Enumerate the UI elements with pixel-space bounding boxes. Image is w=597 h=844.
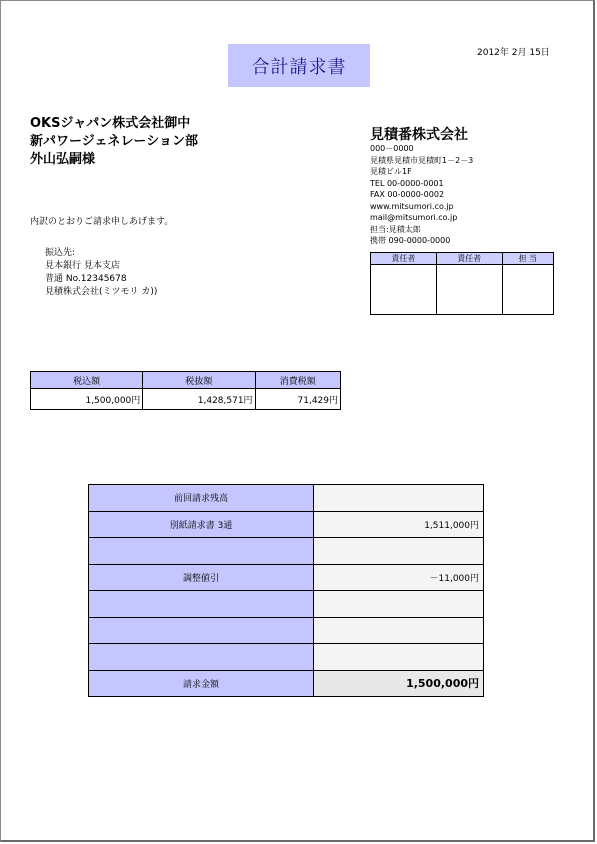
issuer-address2: 見積ビル1F — [370, 167, 412, 176]
document-title: 合計請求書 — [228, 44, 370, 87]
tax-value: 1,500,000円 — [31, 389, 143, 410]
intro-text: 内訳のとおりご請求申しあげます。 — [30, 217, 174, 227]
tax-header: 税抜額 — [143, 372, 255, 389]
tax-value: 71,429円 — [255, 389, 340, 410]
issuer-company-name: 見積番株式会社 — [370, 127, 468, 143]
approval-stamp-table — [370, 252, 554, 315]
client-block — [30, 115, 198, 169]
table-row — [89, 591, 484, 618]
summary-label — [89, 538, 314, 565]
issuer-fax: FAX 00-0000-0002 — [370, 190, 445, 199]
summary-value — [314, 644, 484, 671]
client-company: OKSジャパン株式会社御中 — [30, 116, 191, 131]
issuer-postal: 000－0000 — [370, 144, 414, 153]
stamp-cell — [371, 265, 437, 315]
summary-value — [314, 485, 484, 512]
table-row — [89, 485, 484, 512]
client-department: 新パワージェネレーション部 — [30, 134, 198, 149]
tax-header: 税込額 — [31, 372, 143, 389]
summary-value: －11,000円 — [314, 564, 484, 591]
summary-value — [314, 538, 484, 565]
summary-table — [88, 484, 484, 697]
stamp-cell — [502, 265, 553, 315]
summary-label: 前回請求残高 — [89, 485, 314, 512]
summary-label — [89, 617, 314, 644]
issuer-mobile: 携帯 090-0000-0000 — [370, 236, 451, 245]
tax-table — [30, 371, 341, 410]
bank-label: 振込先: — [45, 248, 76, 258]
issuer-person: 担当:見積太郎 — [370, 224, 421, 234]
tax-header: 消費税額 — [255, 372, 340, 389]
stamp-header: 責任者 — [371, 253, 437, 265]
issuer-tel: TEL 00-0000-0001 — [370, 178, 444, 188]
issuer-mail: mail@mitsumori.co.jp — [370, 213, 458, 222]
stamp-header: 担 当 — [502, 253, 553, 265]
bank-name: 見本銀行 見本支店 — [45, 261, 120, 271]
summary-label: 調整値引 — [89, 564, 314, 591]
total-row — [89, 670, 484, 697]
summary-label — [89, 644, 314, 671]
summary-label: 別紙請求書 3通 — [89, 511, 314, 538]
stamp-header: 責任者 — [436, 253, 502, 265]
stamp-cell — [436, 265, 502, 315]
client-person: 外山弘嗣様 — [30, 152, 96, 167]
table-row — [89, 511, 484, 538]
issuer-address1: 見積県見積市見積町1－2－3 — [370, 155, 474, 165]
summary-label — [89, 591, 314, 618]
table-row — [89, 617, 484, 644]
summary-value — [314, 591, 484, 618]
table-row — [89, 538, 484, 565]
total-label: 請求金額 — [89, 670, 314, 697]
bank-info — [45, 247, 157, 299]
table-row — [89, 564, 484, 591]
table-row — [89, 644, 484, 671]
issuer-web: www.mitsumori.co.jp — [370, 201, 454, 211]
total-value: 1,500,000円 — [314, 670, 484, 697]
summary-value — [314, 617, 484, 644]
bank-account: 普通 No.12345678 — [45, 274, 127, 284]
issue-date: 2012年 2月 15日 — [477, 48, 550, 58]
summary-value: 1,511,000円 — [314, 511, 484, 538]
issuer-info — [370, 143, 473, 247]
tax-value: 1,428,571円 — [143, 389, 255, 410]
bank-holder: 見積株式会社(ミツモリ カ)) — [45, 287, 158, 297]
